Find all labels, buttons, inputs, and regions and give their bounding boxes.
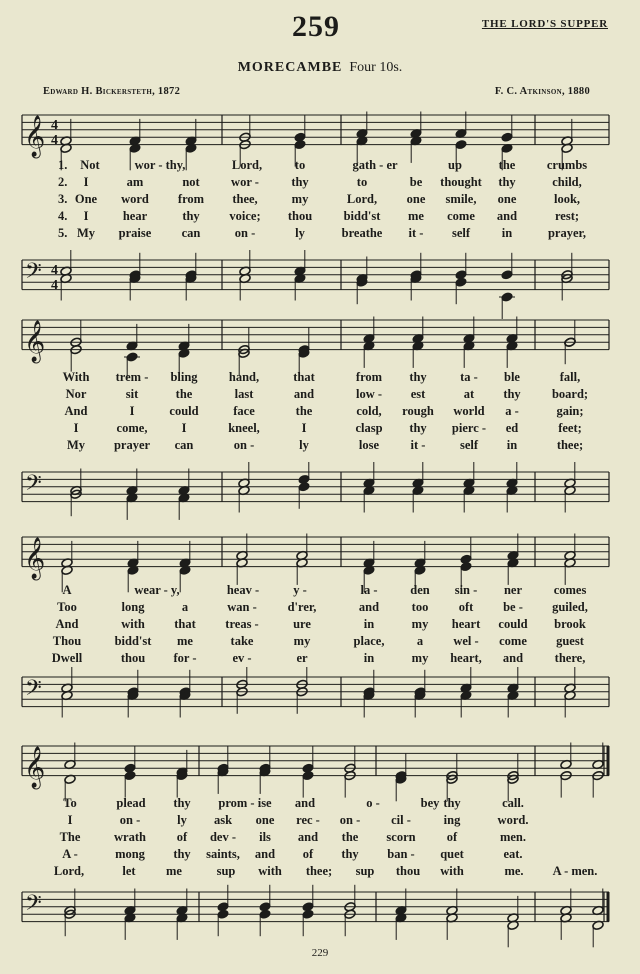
lyric-syllable: my <box>291 192 309 206</box>
lyric-syllable: thy <box>498 175 516 189</box>
lyric-syllable: guest <box>556 634 584 648</box>
lyric-syllable: I <box>129 404 135 418</box>
lyric-syllable: a - <box>505 404 519 418</box>
hymn-number: 259 <box>292 10 340 43</box>
lyric-syllable: ly <box>295 226 305 240</box>
lyric-syllable: plead <box>116 796 146 810</box>
lyric-syllable: and <box>293 387 315 401</box>
lyric-syllable: look, <box>553 192 581 206</box>
verse-number: 3. <box>58 192 68 206</box>
lyric-syllable: from <box>177 192 205 206</box>
page-number: 229 <box>311 947 329 959</box>
lyric-line <box>0 421 640 438</box>
lyric-syllable: A <box>62 583 72 597</box>
lyric-syllable: that <box>174 617 196 631</box>
lyric-syllable: brook <box>554 617 586 631</box>
lyric-syllable: place, <box>353 634 385 648</box>
quarter-note <box>298 482 310 492</box>
lyric-syllable: me <box>177 634 193 648</box>
lyric-syllable: self <box>451 226 471 240</box>
lyric-syllable: bidd'st <box>343 209 381 223</box>
lyric-syllable: on - <box>234 226 256 240</box>
lyric-line <box>0 158 640 175</box>
lyric-line <box>0 600 640 617</box>
lyric-syllable: quet <box>440 847 464 861</box>
lyric-syllable: hand, <box>228 370 260 384</box>
author-credit: Edward H. Bickersteth, 1872 <box>43 86 181 97</box>
quarter-note <box>259 909 271 919</box>
lyric-syllable: I <box>181 421 187 435</box>
lyric-syllable: breathe <box>341 226 383 240</box>
lyric-syllable: mong <box>115 847 145 861</box>
lyric-syllable: oft <box>458 600 474 614</box>
lyric-syllable: Thou <box>52 634 82 648</box>
lyric-syllable: sit <box>125 387 139 401</box>
lyric-syllable: wor - thy, <box>134 158 186 172</box>
lyric-syllable: me <box>408 209 424 223</box>
lyric-syllable: treas - <box>225 617 259 631</box>
lyric-syllable: thy <box>341 847 359 861</box>
time-signature-bottom: 4 <box>51 133 58 148</box>
lyric-syllable: too <box>411 600 429 614</box>
lyric-syllable: I <box>83 209 89 223</box>
lyric-syllable: a <box>181 600 189 614</box>
lyric-syllable: hear <box>122 209 148 223</box>
time-signature-bottom: 4 <box>51 278 58 293</box>
lyric-syllable: of <box>176 830 188 844</box>
lyric-syllable: me <box>166 864 182 878</box>
lyric-syllable: ils <box>259 830 271 844</box>
lyric-syllable: prayer, <box>547 226 587 240</box>
lyric-syllable: self <box>459 438 479 452</box>
treble-clef-icon: 𝄞 <box>24 747 46 788</box>
lyric-syllable: be <box>409 175 423 189</box>
lyric-syllable: smile, <box>445 192 477 206</box>
lyric-syllable: wan - <box>227 600 257 614</box>
lyric-syllable: with <box>440 864 464 878</box>
lyric-syllable: am <box>126 175 144 189</box>
lyric-line <box>0 370 640 387</box>
lyric-syllable: gain; <box>556 404 584 418</box>
lyric-syllable: ly <box>177 813 187 827</box>
lyric-syllable: word. <box>497 813 529 827</box>
lyric-syllable: y - <box>293 583 307 597</box>
lyric-syllable: the <box>498 158 516 172</box>
lyric-syllable: comes <box>553 583 587 597</box>
lyric-syllable: prom - ise <box>218 796 272 810</box>
lyric-syllable: thy <box>173 796 191 810</box>
lyric-syllable: thy <box>173 847 191 861</box>
lyric-syllable: face <box>233 404 255 418</box>
time-signature-top: 4 <box>51 118 58 133</box>
lyric-syllable: not <box>182 175 200 189</box>
lyric-syllable: clasp <box>355 421 383 435</box>
lyric-syllable: la - <box>360 583 378 597</box>
lyric-syllable: it - <box>408 226 424 240</box>
lyric-syllable: eat. <box>503 847 523 861</box>
quarter-note <box>302 909 314 919</box>
lyric-syllable: praise <box>118 226 152 240</box>
lyric-syllable: heart <box>451 617 481 631</box>
lyric-syllable: wrath <box>114 830 146 844</box>
time-signature-top: 4 <box>51 263 58 278</box>
meter: Four 10s. <box>349 60 403 75</box>
lyric-syllable: And <box>55 617 79 631</box>
lyric-line <box>0 796 640 813</box>
lyric-syllable: My <box>66 438 86 452</box>
bass-clef-icon: 𝄢 <box>25 259 42 289</box>
lyric-syllable: in <box>501 226 513 240</box>
lyric-syllable: on - <box>233 438 255 452</box>
lyric-syllable: bling <box>170 370 198 384</box>
bass-clef-icon: 𝄢 <box>25 471 42 501</box>
lyric-syllable: there, <box>554 651 586 665</box>
lyric-syllable: trem - <box>115 370 149 384</box>
lyric-syllable: in <box>363 617 375 631</box>
lyric-line <box>0 583 640 600</box>
bass-staff-3 <box>0 667 640 747</box>
lyric-syllable: And <box>64 404 88 418</box>
lyric-syllable: o - <box>366 796 380 810</box>
lyric-syllable: take <box>230 634 254 648</box>
lyric-syllable: thy <box>182 209 200 223</box>
lyric-line <box>0 404 640 421</box>
lyric-syllable: one <box>255 813 275 827</box>
lyric-syllable: the <box>175 387 193 401</box>
lyric-syllable: long <box>121 600 145 614</box>
lyric-syllable: Lord, <box>346 192 378 206</box>
lyric-line <box>0 438 640 455</box>
lyric-syllable: scorn <box>386 830 416 844</box>
lyric-syllable: thy <box>443 796 461 810</box>
quarter-note <box>455 139 467 149</box>
verse-number: 4. <box>58 209 68 223</box>
lyric-syllable: me. <box>504 864 524 878</box>
lyric-syllable: men. <box>499 830 527 844</box>
verse-number: 2. <box>58 175 68 189</box>
lyric-syllable: I <box>83 175 89 189</box>
quarter-note <box>294 139 306 149</box>
lyric-syllable: ta - <box>460 370 478 384</box>
lyric-syllable: ing <box>443 813 461 827</box>
lyric-syllable: and <box>297 830 319 844</box>
lyric-syllable: that <box>293 370 315 384</box>
lyric-syllable: thou <box>287 209 313 223</box>
lyric-syllable: saints, <box>206 847 240 861</box>
lyric-syllable: ner <box>503 583 523 597</box>
quarter-note <box>501 270 513 280</box>
lyric-syllable: kneel, <box>228 421 260 435</box>
lyric-syllable: word <box>121 192 149 206</box>
lyric-syllable: ask <box>213 813 233 827</box>
lyric-syllable: Lord, <box>231 158 263 172</box>
lyric-syllable: voice; <box>229 209 261 223</box>
lyric-syllable: prayer <box>113 438 151 452</box>
lyric-syllable: thee, <box>232 192 258 206</box>
lyric-syllable: thy <box>291 175 309 189</box>
lyric-syllable: wear - y, <box>134 583 180 597</box>
lyric-line <box>0 175 640 192</box>
lyric-line <box>0 387 640 404</box>
lyric-syllable: my <box>411 651 429 665</box>
lyric-syllable: at <box>463 387 475 401</box>
lyric-syllable: thy <box>409 370 427 384</box>
quarter-note <box>124 770 136 780</box>
lyric-syllable: ban - <box>387 847 415 861</box>
lyric-syllable: child, <box>552 175 582 189</box>
lyric-syllable: sup <box>355 864 375 878</box>
lyric-syllable: A - <box>62 847 78 861</box>
lyric-syllable: rec - <box>296 813 320 827</box>
lyric-syllable: a <box>416 634 424 648</box>
lyric-syllable: thou <box>120 651 146 665</box>
quarter-note <box>455 277 467 287</box>
lyric-syllable: Nor <box>65 387 87 401</box>
lyric-syllable: on - <box>119 813 141 827</box>
lyric-syllable: den <box>410 583 430 597</box>
lyric-syllable: Dwell <box>51 651 83 665</box>
lyric-line <box>0 209 640 226</box>
lyric-syllable: I <box>73 421 79 435</box>
lyric-syllable: and <box>496 209 518 223</box>
lyric-syllable: up <box>448 158 462 172</box>
lyric-syllable: could <box>169 404 199 418</box>
lyric-syllable: of <box>302 847 314 861</box>
treble-clef-icon: 𝄞 <box>24 321 46 362</box>
lyric-syllable: The <box>59 830 81 844</box>
lyric-syllable: sin - <box>454 583 478 597</box>
lyric-line <box>0 617 640 634</box>
lyric-syllable: sup <box>216 864 236 878</box>
lyric-line <box>0 226 640 243</box>
lyric-syllable: one <box>497 192 517 206</box>
lyric-syllable: ev - <box>232 651 252 665</box>
lyric-syllable: in <box>363 651 375 665</box>
lyric-syllable: est <box>410 387 426 401</box>
lyric-syllable: come <box>447 209 475 223</box>
lyric-syllable: be - <box>503 600 523 614</box>
lyric-syllable: for - <box>173 651 197 665</box>
lyric-syllable: thought <box>440 175 482 189</box>
lyric-syllable: my <box>293 634 311 648</box>
lyric-syllable: of <box>446 830 458 844</box>
lyric-syllable: and <box>294 796 316 810</box>
lyric-syllable: come <box>499 634 527 648</box>
lyric-syllable: Too <box>57 600 77 614</box>
lyric-syllable: ure <box>293 617 311 631</box>
lyric-syllable: world <box>453 404 485 418</box>
lyric-syllable: let <box>122 864 136 878</box>
lyric-syllable: lose <box>358 438 380 452</box>
lyric-syllable: thy <box>409 421 427 435</box>
lyric-syllable: from <box>355 370 383 384</box>
lyric-syllable: One <box>74 192 98 206</box>
lyric-syllable: with <box>121 617 145 631</box>
lyric-syllable: ly <box>299 438 309 452</box>
lyric-line <box>0 192 640 209</box>
lyric-syllable: My <box>76 226 96 240</box>
lyric-syllable: board; <box>551 387 589 401</box>
lyric-line <box>0 634 640 651</box>
bass-clef-icon: 𝄢 <box>25 891 42 921</box>
lyric-syllable: it - <box>410 438 426 452</box>
quarter-note <box>501 132 513 142</box>
lyric-syllable: pierc - <box>451 421 487 435</box>
quarter-note <box>217 909 229 919</box>
lyric-line <box>0 864 640 881</box>
quarter-note <box>460 561 472 571</box>
lyric-line <box>0 651 640 668</box>
treble-clef-icon: 𝄞 <box>24 538 46 579</box>
lyric-syllable: and <box>254 847 276 861</box>
running-head: THE LORD'S SUPPER <box>481 18 608 30</box>
lyric-syllable: the <box>295 404 313 418</box>
lyric-syllable: cil - <box>391 813 411 827</box>
lyric-syllable: guiled, <box>552 600 588 614</box>
lyric-syllable: To <box>63 796 77 810</box>
lyric-syllable: With <box>62 370 90 384</box>
lyric-syllable: bidd'st <box>114 634 152 648</box>
lyric-line <box>0 813 640 830</box>
verse-number: 5. <box>58 226 68 240</box>
quarter-note <box>302 770 314 780</box>
lyric-syllable: er <box>296 651 308 665</box>
lyric-syllable: low - <box>355 387 383 401</box>
lyric-syllable: Lord, <box>53 864 85 878</box>
lyric-syllable: last <box>234 387 254 401</box>
lyric-syllable: and <box>502 651 524 665</box>
lyric-syllable: I <box>301 421 307 435</box>
lyric-syllable: heart, <box>450 651 482 665</box>
lyric-syllable: to <box>294 158 306 172</box>
lyric-syllable: A - men. <box>552 864 598 878</box>
lyric-syllable: gath - er <box>352 158 398 172</box>
lyric-syllable: thee; <box>556 438 584 452</box>
lyric-syllable: cold, <box>356 404 382 418</box>
lyric-syllable: ed <box>505 421 519 435</box>
lyric-syllable: rest; <box>554 209 580 223</box>
lyric-syllable: fall, <box>559 370 581 384</box>
treble-clef-icon: 𝄞 <box>24 116 46 157</box>
lyric-syllable: wor - <box>231 175 259 189</box>
lyric-syllable: can <box>174 438 194 452</box>
lyric-syllable: bey <box>420 796 440 810</box>
lyric-syllable: thou <box>395 864 421 878</box>
tune-line <box>0 60 640 76</box>
lyric-syllable: thy <box>503 387 521 401</box>
bass-clef-icon: 𝄢 <box>25 676 42 706</box>
lyric-syllable: could <box>498 617 528 631</box>
lyric-line <box>0 830 640 847</box>
lyric-syllable: to <box>356 175 368 189</box>
composer-credit: F. C. Atkinson, 1880 <box>494 86 590 97</box>
lyric-syllable: with <box>258 864 282 878</box>
verse-number: 1. <box>58 158 68 172</box>
lyric-syllable: come, <box>116 421 148 435</box>
lyric-syllable: Not <box>80 158 100 172</box>
lyric-syllable: one <box>406 192 426 206</box>
lyric-syllable: on - <box>339 813 361 827</box>
lyric-syllable: heav - <box>226 583 260 597</box>
lyric-syllable: call. <box>502 796 524 810</box>
lyric-syllable: ble <box>504 370 520 384</box>
lyric-syllable: I <box>67 813 73 827</box>
lyric-syllable: rough <box>402 404 434 418</box>
lyric-syllable: my <box>411 617 429 631</box>
lyric-syllable: in <box>506 438 518 452</box>
lyric-syllable: dev - <box>209 830 237 844</box>
lyric-syllable: the <box>341 830 359 844</box>
lyric-syllable: wel - <box>453 634 479 648</box>
lyric-syllable: can <box>181 226 201 240</box>
lyric-syllable: crumbs <box>546 158 588 172</box>
lyric-syllable: thee; <box>305 864 333 878</box>
lyric-syllable: d'rer, <box>287 600 317 614</box>
tune-name: MORECAMBE <box>237 60 343 75</box>
lyric-line <box>0 847 640 864</box>
lyric-syllable: and <box>358 600 380 614</box>
lyric-syllable: feet; <box>558 421 582 435</box>
